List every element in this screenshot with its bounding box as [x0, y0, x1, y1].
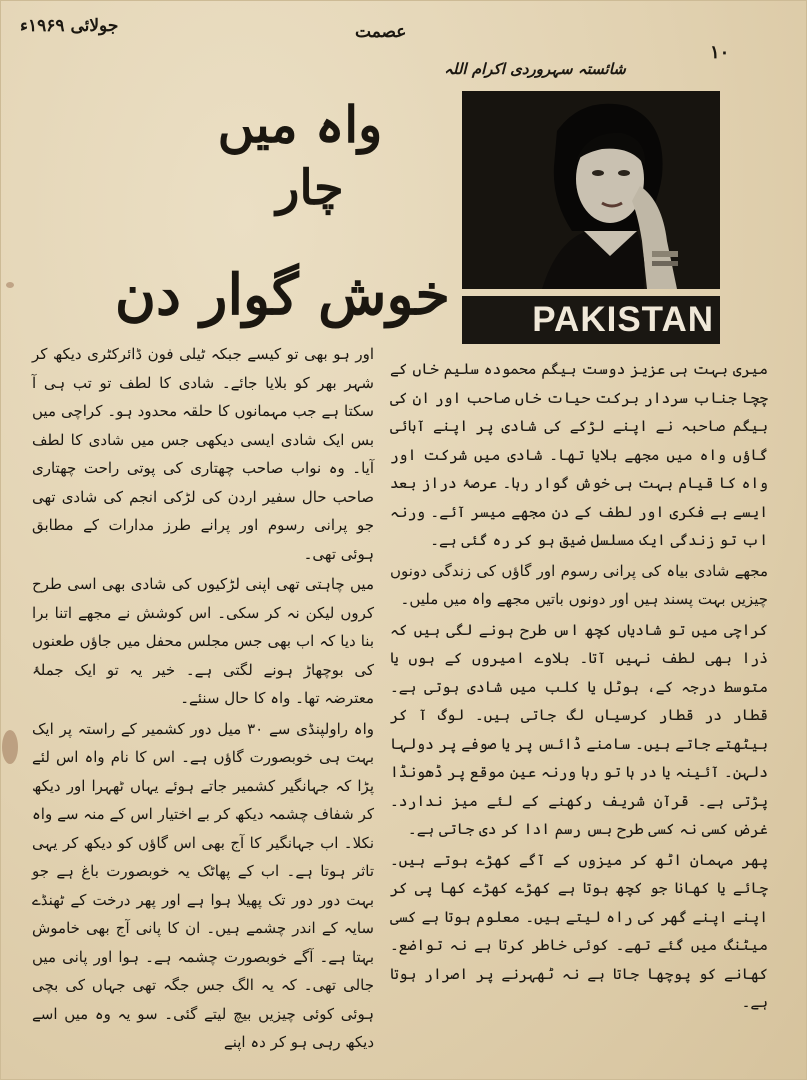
title-line-1: واہ میں — [217, 95, 383, 154]
article-right-column — [390, 355, 768, 1019]
pakistan-label: PAKISTAN — [462, 296, 720, 344]
article-paragraph: میری بہت ہی عزیز دوست بیگم محمودہ سلیم خاں کے چچا جناب سردار برکت حیات خاں صاحب اور ان کی بیگم صاحبہ نے اپنے لڑکے کی شادی پر اپنے آبائی گاؤں واہ میں مجھے بلایا تھا۔ شادی میں شرکت اور واہ کا قیام بہت ہی خوش گوار رہا۔ عرصۂ دراز بعد ایسے بے فکری اور لطف کے دن مجھے میسر آئے۔ ورنہ اب تو زندگی ایک مسلسل ضیق ہو کر رہ گئی ہے۔ — [390, 360, 768, 549]
author-portrait-photo — [462, 91, 720, 289]
article-paragraph: اور ہو بھی تو کیسے جبکہ ٹیلی فون ڈائرکٹری دیکھ کر شہر بھر کو بلایا جائے۔ شادی کا لطف تو تب ہی آ سکتا ہے جب مہمانوں کا حلقہ محدود ہو۔ کراچی میں بس ایک شادی ایسی دیکھی جس میں شادی کا لطف آیا۔ وہ نواب صاحب چھتاری کی پوتی راحت چھتاری صاحب حال سفیر اردن کی لڑکی انجم کی شادی تھی جو پرانی رسوم اور پرانے طرز مدارات کے مطابق ہوئی تھی۔ — [32, 345, 374, 563]
paper-stain — [2, 730, 18, 764]
title-line-2: چار — [276, 160, 344, 216]
article-left-column — [32, 340, 374, 1059]
article-paragraph: واہ راولپنڈی سے ۳۰ میل دور کشمیر کے راستہ پر ایک بہت ہی خوبصورت گاؤں ہے۔ اس کا نام واہ اس لئے پڑا کہ جہانگیر کشمیر جاتے ہوئے یہاں ٹھہرا اور دیکھ کر شفاف چشمہ دیکھ کر بے اختیار اس کے منہ سے واہ نکلا۔ اب جہانگیر کا آج بھی اس گاؤں کو دیکھ کر یہی تاثر ہوتا ہے۔ اب کے پھاٹک یہ خوبصورت باغ ہے جو بہت دور دور تک پھیلا ہوا ہے اور پھر درخت کے ٹھنڈے سایہ کے اندر چشمے ہیں۔ ان کا پانی آج بھی خاموش بہتا ہے۔ آگے خوبصورت چشمہ ہے۔ ہوا اور پانی میں جالی تھی۔ کہ یہ الگ جس جگہ تھی جہاں کی بچی ہوئی کوئی چیزیں بیچ لیتے گئی۔ سو یہ وہ میں اسے دیکھ رہی ہو کر دہ اپنے — [32, 719, 375, 1051]
author-byline: شائستہ سہروردی اکرام اللہ — [444, 60, 626, 78]
article-paragraph: کراچی میں تو شادیاں کچھ اس طرح ہونے لگی ہیں کہ ذرا بھی لطف نہیں آتا۔ بلاوے امیروں کے ہوں یا متوسط درجہ کے، ہوٹل یا کلب میں شادی ہوتی ہے۔ قطار در قطار کرسیاں لگ جاتی ہیں۔ لوگ آ کر بیٹھتے جاتے ہیں۔ سامنے ڈائس پر یا صوفے پر دولہا دلہن۔ آئینہ یا در ہا تو رہا ورنہ عین موقع پر ڈھونڈا پڑتی ہے۔ قرآن شریف رکھنے کے لئے میز ندارد۔ غرض کسی نہ کسی طرح بس رسم ادا کر دی جاتی ہے۔ — [390, 620, 768, 838]
header-magazine-name: عصمت — [355, 22, 407, 42]
paper-stain — [6, 282, 14, 288]
article-paragraph: مجھے شادی بیاہ کی پرانی رسوم اور گاؤں کی زندگی دونوں چیزیں بہت پسند ہیں اور دونوں باتیں مجھے واہ میں ملیں۔ — [390, 561, 768, 608]
header-date: جولائی ۱۹۶۹ء — [20, 16, 119, 36]
article-paragraph: میں چاہتی تھی اپنی لڑکیوں کی شادی بھی اسی طرح کروں لیکن نہ کر سکی۔ اس کوشش نے مجھے اتنا برا بنا دیا کہ اب بھی جس مجلس محفل میں جاؤں طعنوں کی بوچھاڑ ہونے لگتی ہے۔ خیر یہ تو ایک جملۂ معترضہ تھا۔ واہ کا حال سنئے۔ — [32, 575, 374, 707]
article-paragraph: پھر مہمان اٹھ کر میزوں کے آگے کھڑے ہوتے ہیں۔ چائے یا کھانا جو کچھ ہوتا ہے کھڑے کھڑے کھا پی کر اپنے اپنے گھر کی راہ لیتے ہیں۔ معلوم ہوتا ہے کسی میٹنگ میں گئے تھے۔ کوئی خاطر کرتا ہے نہ تواضع۔ کھانے کو پوچھا جاتا ہے نہ ٹھہرنے پر اصرار ہوتا ہے۔ — [390, 850, 768, 1011]
portrait-illustration — [462, 91, 720, 289]
title-line-3: خوش گوار دن — [114, 262, 450, 328]
page-number: ۱۰ — [710, 42, 730, 63]
